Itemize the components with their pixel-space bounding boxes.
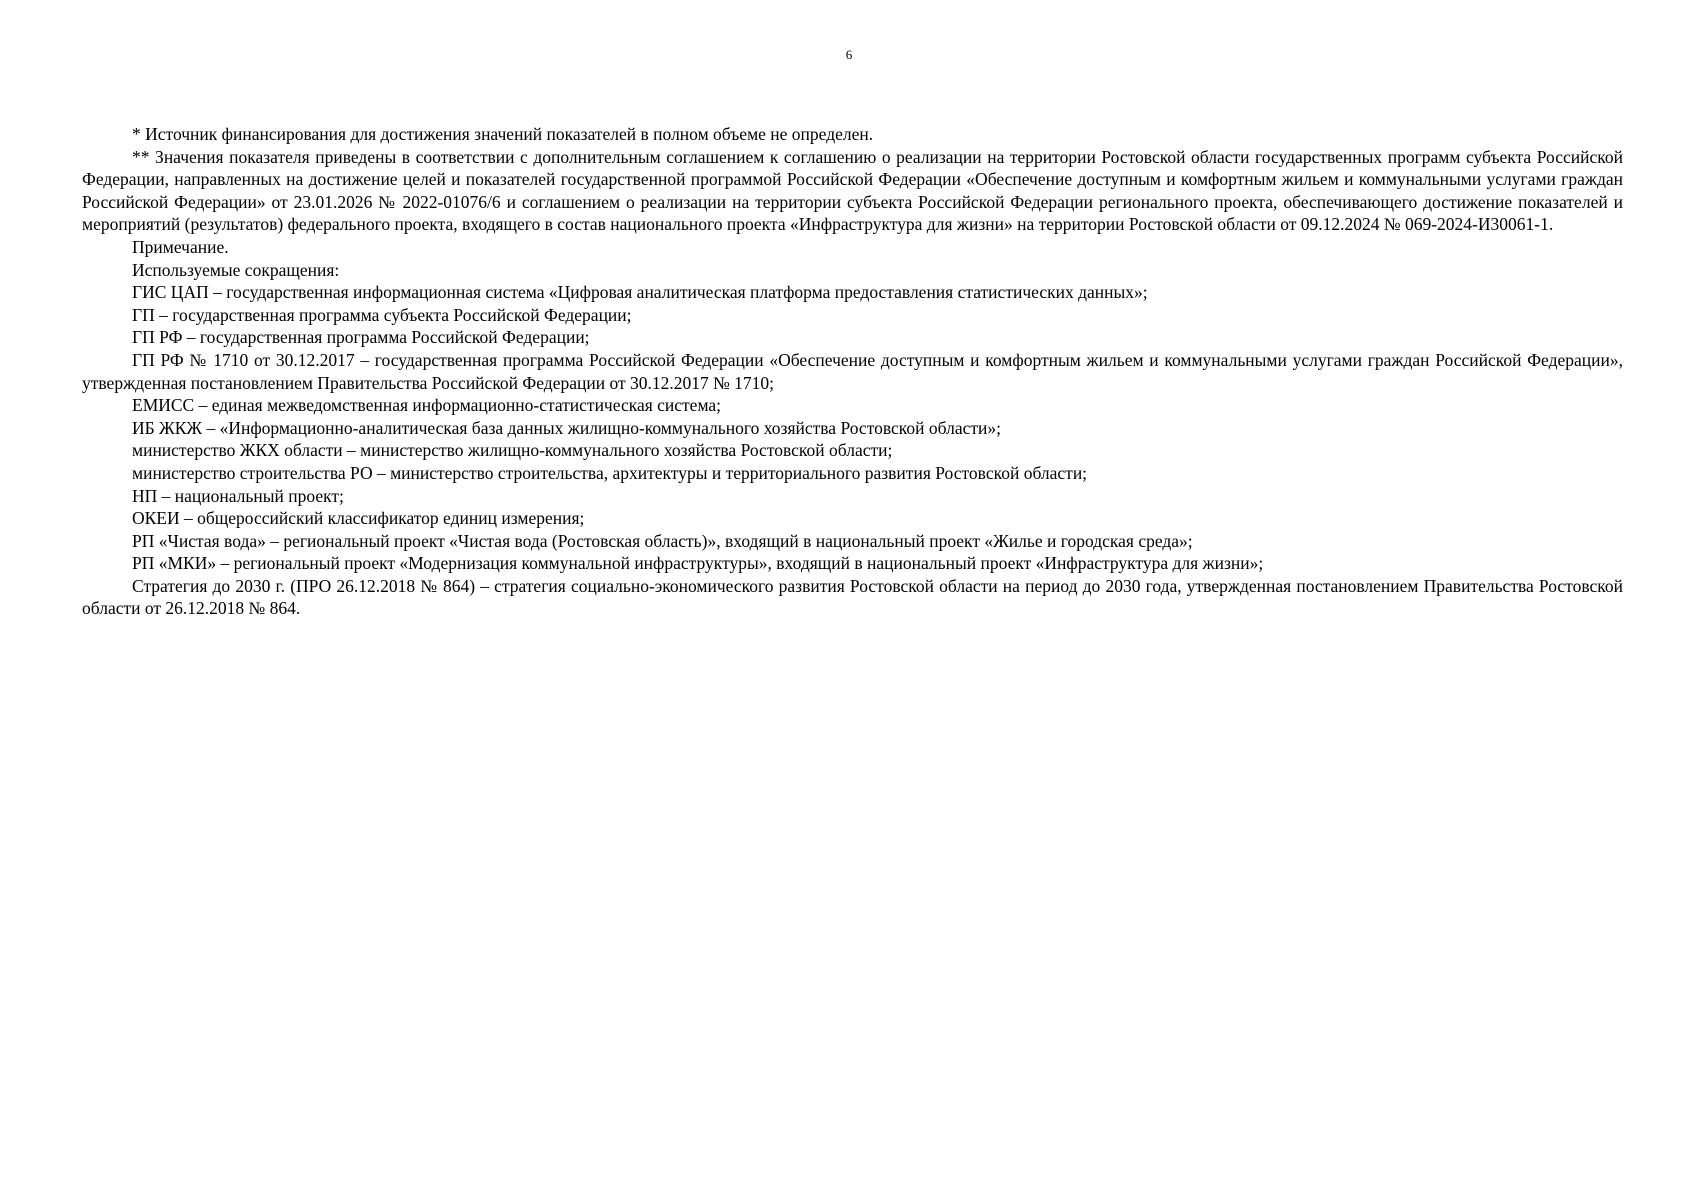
abbreviation-item: НП – национальный проект; [132,485,344,506]
abbreviation-item: ОКЕИ – общероссийский классификатор единиц измерения; [132,508,585,529]
abbreviation-item: министерство строительства РО – министерство строительства, архитектуры и территориального развития Ростовской области; [132,462,1088,483]
abbreviation-item: РП «МКИ» – региональный проект «Модернизация коммунальной инфраструктуры», входящий в национальный проект «Инфраструктура для жизни»; [132,553,1264,574]
note-heading: Примечание. [132,236,229,257]
abbreviation-item: министерство ЖКХ области – министерство жилищно-коммунального хозяйства Ростовской области; [132,440,893,461]
abbreviation-item: РП «Чистая вода» – региональный проект «Чистая вода (Ростовская область)», входящий в национальный проект «Жилье и городская среда»; [132,530,1193,551]
footnote-funding-source: * Источник финансирования для достижения значений показателей в полном объеме не определен. [132,124,874,144]
footnote-indicator-values: ** Значения показателя приведены в соответствии с дополнительным соглашением к соглашению о реализации на территории Ростовской области государственных программ субъекта Российской Федерации, направленных на достижение целей и показателей государственной программой Российской Федерации «Обеспечение доступным и комфортным жильем и коммунальными услугами граждан Российской Федерации» от 23.01.2026 № 2022-01076/6 и соглашением о реализации на территории субъекта Российской Федерации регионального проекта, обеспечивающего достижение показателей и мероприятий (результатов) федерального проекта, входящего в состав национального проекта «Инфраструктура для жизни» на территории Ростовской области от 09.12.2024 № 069-2024-И30061-1. [82,146,1623,235]
abbreviation-item: Стратегия до 2030 г. (ПРО 26.12.2018 № 864) – стратегия социально-экономического развития Ростовской области на период до 2030 года, утвержденная постановлением Правительства Ростовской области от 26.12.2018 № 864. [82,575,1623,619]
page-number: 6 [845,47,853,62]
abbreviation-item: ИБ ЖКЖ – «Информационно-аналитическая база данных жилищно-коммунального хозяйства Ростовской области»; [132,417,1002,438]
abbreviation-item: ЕМИСС – единая межведомственная информационно-статистическая система; [132,395,722,416]
abbreviation-item: ГП – государственная программа субъекта Российской Федерации; [132,304,632,325]
abbreviation-item: ГИС ЦАП – государственная информационная система «Цифровая аналитическая платформа предоставления статистических данных»; [132,282,1148,303]
abbreviation-item: ГП РФ – государственная программа Российской Федерации; [132,327,590,348]
abbreviations-heading: Используемые сокращения: [132,259,340,280]
abbreviation-item: ГП РФ № 1710 от 30.12.2017 – государственная программа Российской Федерации «Обеспечение доступным и комфортным жильем и коммунальными услугами граждан Российской Федерации», утвержденная постановлением Правительства Российской Федерации от 30.12.2017 № 1710; [82,349,1623,393]
document-body [82,123,1623,620]
